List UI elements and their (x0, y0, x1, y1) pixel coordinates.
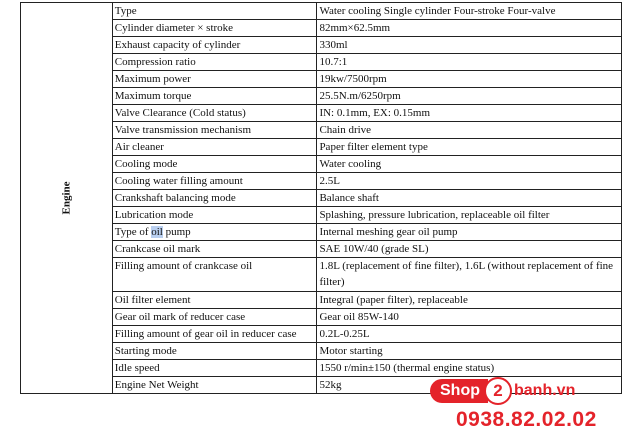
param-cell: Cooling mode (112, 156, 317, 173)
value-cell: 19kw/7500rpm (317, 71, 622, 88)
param-cell: Exhaust capacity of cylinder (112, 37, 317, 54)
category-cell (21, 3, 113, 394)
param-cell: Gear oil mark of reducer case (112, 309, 317, 326)
param-cell: Valve transmission mechanism (112, 122, 317, 139)
param-cell: Filling amount of crankcase oil (112, 258, 317, 292)
value-cell: Paper filter element type (317, 139, 622, 156)
value-cell: Gear oil 85W-140 (317, 309, 622, 326)
engine-spec-table (20, 2, 622, 394)
value-cell: SAE 10W/40 (grade SL) (317, 241, 622, 258)
param-cell: Crankshaft balancing mode (112, 190, 317, 207)
watermark-logo (430, 378, 575, 404)
value-cell: Integral (paper filter), replaceable (317, 292, 622, 309)
param-cell: Filling amount of gear oil in reducer case (112, 326, 317, 343)
watermark-shop-label: Shop (430, 379, 488, 403)
value-cell: 52kg (317, 377, 622, 394)
param-cell (112, 224, 317, 241)
param-cell: Air cleaner (112, 139, 317, 156)
watermark-brand: banh.vn (514, 382, 576, 399)
param-cell: Crankcase oil mark (112, 241, 317, 258)
value-cell: 2.5L (317, 173, 622, 190)
value-cell: 0.2L-0.25L (317, 326, 622, 343)
param-text-part: pump (162, 226, 191, 238)
param-cell: Maximum power (112, 71, 317, 88)
value-cell: 330ml (317, 37, 622, 54)
value-cell: 1.8L (replacement of fine filter), 1.6L (without replacement of fine filter) (317, 258, 622, 292)
value-cell: IN: 0.1mm, EX: 0.15mm (317, 105, 622, 122)
category-label: Engine (60, 181, 73, 215)
value-cell: 82mm×62.5mm (317, 20, 622, 37)
param-cell: Type (112, 3, 317, 20)
value-cell: Water cooling (317, 156, 622, 173)
shop2banh-watermark (430, 378, 640, 438)
watermark-phone: 0938.82.02.02 (456, 408, 597, 431)
value-cell: Chain drive (317, 122, 622, 139)
value-cell: 25.5N.m/6250rpm (317, 88, 622, 105)
param-cell: Compression ratio (112, 54, 317, 71)
value-cell: Internal meshing gear oil pump (317, 224, 622, 241)
value-cell: Splashing, pressure lubrication, replaceable oil filter (317, 207, 622, 224)
param-cell: Cylinder diameter × stroke (112, 20, 317, 37)
param-cell: Lubrication mode (112, 207, 317, 224)
param-cell: Maximum torque (112, 88, 317, 105)
param-cell: Starting mode (112, 343, 317, 360)
param-cell: Idle speed (112, 360, 317, 377)
value-cell: 10.7:1 (317, 54, 622, 71)
value-cell: Motor starting (317, 343, 622, 360)
value-cell: Balance shaft (317, 190, 622, 207)
watermark-two-badge: 2 (484, 377, 512, 405)
param-cell: Cooling water filling amount (112, 173, 317, 190)
param-cell: Valve Clearance (Cold status) (112, 105, 317, 122)
param-cell: Oil filter element (112, 292, 317, 309)
selected-text-highlight[interactable]: oil (151, 226, 163, 238)
value-cell: 1550 r/min±150 (thermal engine status) (317, 360, 622, 377)
value-cell: Water cooling Single cylinder Four-stroke Four-valve (317, 3, 622, 20)
param-cell: Engine Net Weight (112, 377, 317, 394)
param-text-part: Type of (114, 226, 152, 238)
table-row (21, 3, 622, 20)
